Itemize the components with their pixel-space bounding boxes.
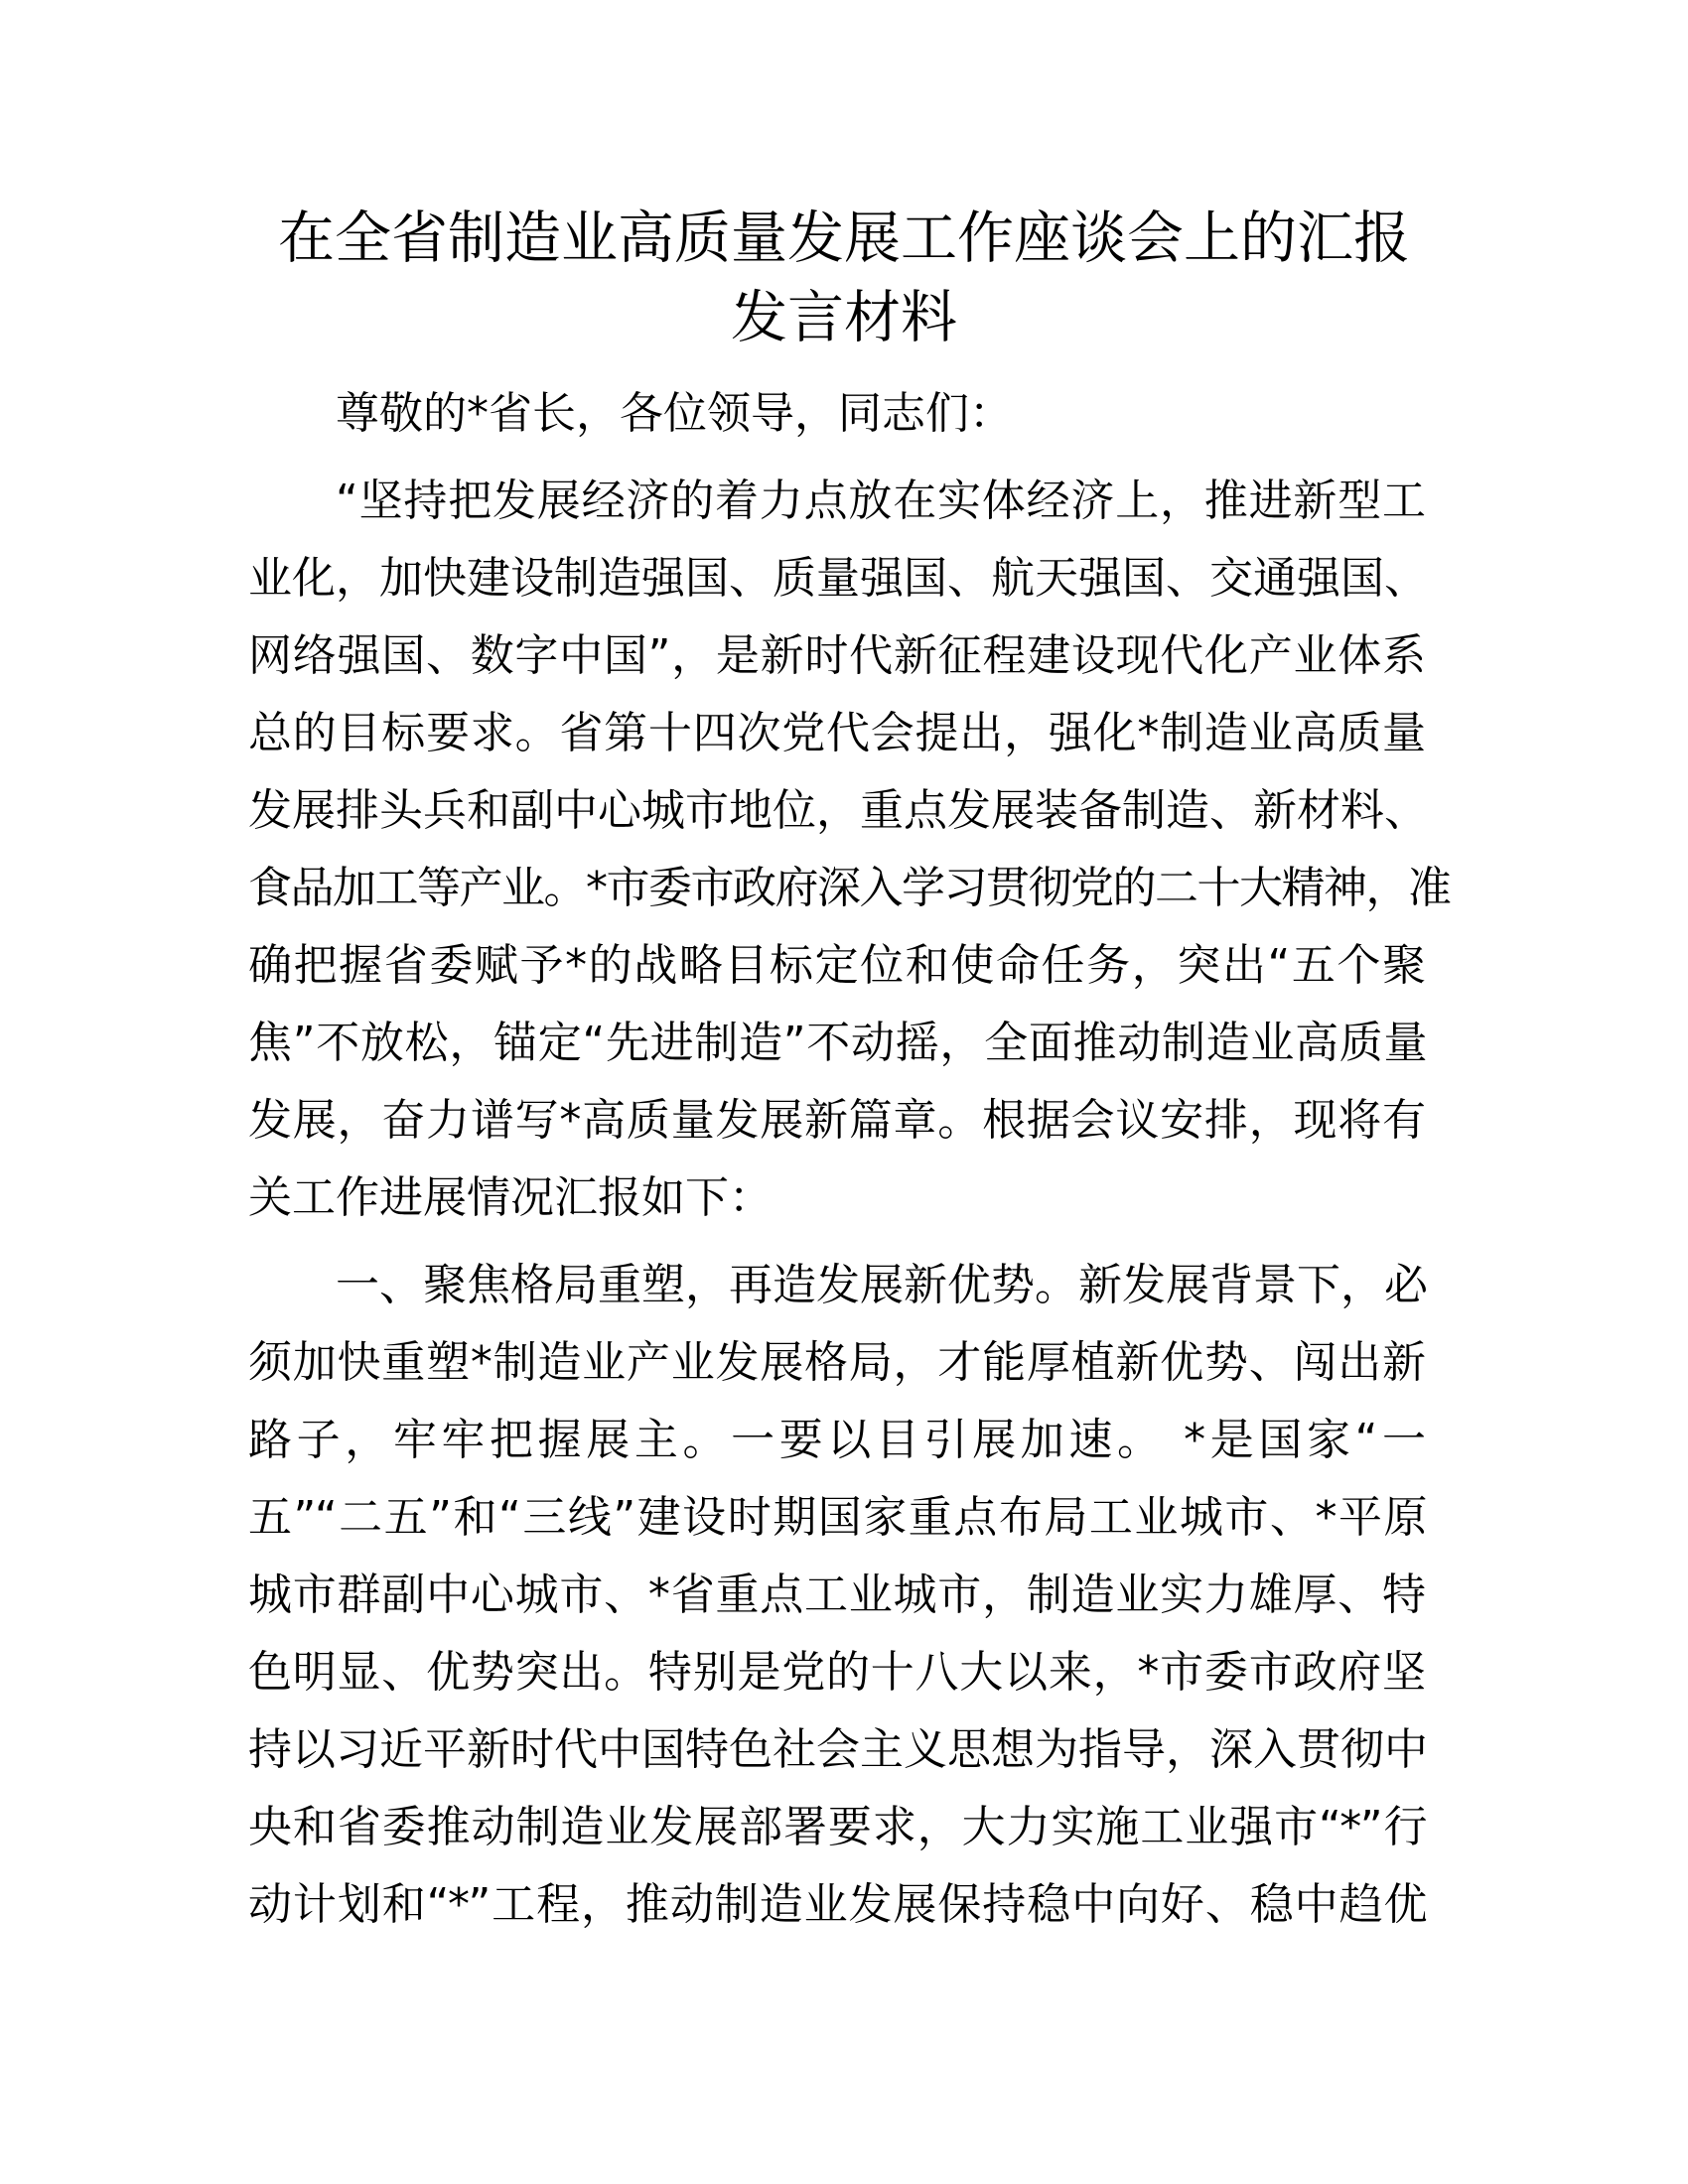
text-line: 焦”不放松，锚定“先进制造”不动摇，全面推动制造业高质量 xyxy=(248,1018,1426,1068)
text-line: 色明显、优势突出。特别是党的十八大以来，*市委市政府坚 xyxy=(248,1647,1426,1698)
paragraph xyxy=(248,1247,1426,1944)
title-line: 在全省制造业高质量发展工作座谈会上的汇报 xyxy=(278,205,1410,271)
text-line: 城市群副中心城市、*省重点工业城市，制造业实力雄厚、特 xyxy=(248,1570,1426,1620)
text-line: “坚持把发展经济的着力点放在实体经济上，推进新型工 xyxy=(336,476,1426,526)
text-line: 确把握省委赋予*的战略目标定位和使命任务，突出“五个聚 xyxy=(248,940,1426,991)
document-body xyxy=(248,375,1451,1954)
text-line: 业化，加快建设制造强国、质量强国、航天强国、交通强国、 xyxy=(248,553,1428,604)
paragraph xyxy=(248,463,1451,1237)
text-line: 总的目标要求。省第十四次党代会提出，强化*制造业高质量 xyxy=(248,708,1426,758)
text-line: 央和省委推动制造业发展部署要求，大力实施工业强市“*”行 xyxy=(248,1802,1426,1852)
text-line: 关工作进展情况汇报如下： xyxy=(248,1172,773,1223)
text-line: 一、聚焦格局重塑，再造发展新优势。新发展背景下，必 xyxy=(336,1260,1428,1310)
text-line: 食品加工等产业。*市委市政府深入学习贯彻党的二十大精神，准 xyxy=(248,863,1451,913)
text-line: 持以习近平新时代中国特色社会主义思想为指导，深入贯彻中 xyxy=(248,1724,1428,1775)
title-line: 发言材料 xyxy=(731,285,957,350)
document-title xyxy=(0,199,1688,357)
text-line: 五”“二五”和“三线”建设时期国家重点布局工业城市、*平原 xyxy=(248,1492,1426,1543)
text-line: 动计划和“*”工程，推动制造业发展保持稳中向好、稳中趋优 xyxy=(248,1879,1426,1930)
text-line: 发展排头兵和副中心城市地位，重点发展装备制造、新材料、 xyxy=(248,785,1428,836)
text-line: 路子，牢牢把握展主。一要以目引展加速。 *是国家“一 xyxy=(248,1415,1426,1465)
text-line: 发展，奋力谱写*高质量发展新篇章。根据会议安排，现将有 xyxy=(248,1095,1426,1146)
text-line: 网络强国、数字中国”，是新时代新征程建设现代化产业体系 xyxy=(248,630,1426,681)
text-line: 尊敬的*省长，各位领导，同志们： xyxy=(336,388,1013,439)
paragraph xyxy=(248,375,1426,453)
text-line: 须加快重塑*制造业产业发展格局，才能厚植新优势、闯出新 xyxy=(248,1337,1426,1388)
